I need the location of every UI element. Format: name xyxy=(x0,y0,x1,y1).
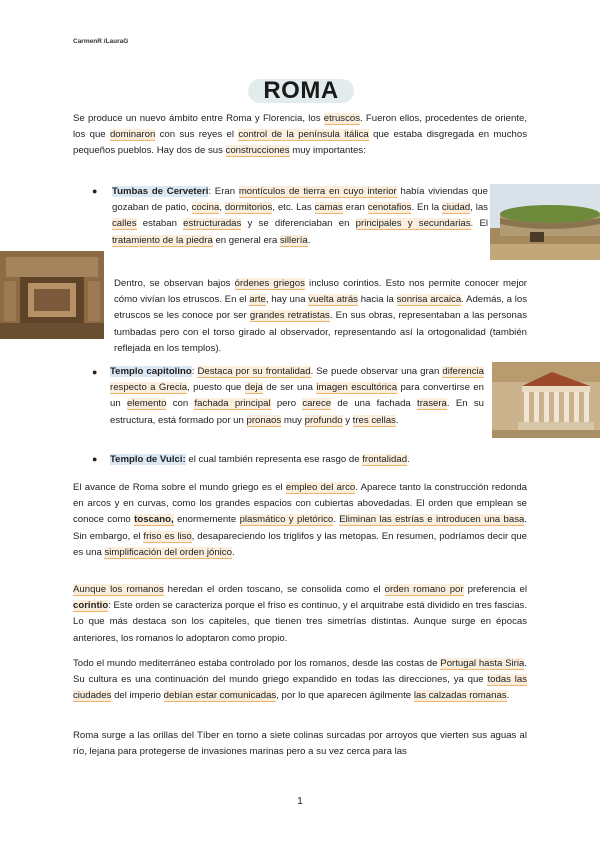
intro-paragraph: Se produce un nuevo ámbito entre Roma y Florencia, los etruscos. Fueron ellos, procedentes de oriente, los que dominaron con sus reyes el control de la península itálica que estaba disgregada en muchos pequeños pueblos. Hay dos de sus construcciones muy importantes: xyxy=(73,113,528,157)
mediterraneo-paragraph: Todo el mundo mediterráneo estaba controlado por los romanos, desde las costas de Portugal hasta Siria. Su cultura es una continuación del mundo griego expandido en todas las direcciones, ya que todas las ciudades del imperio debían estar comunicadas, por lo que aparecen ágilmente las calzadas romanas. xyxy=(73,658,527,702)
tumbas-paragraph: Tumbas de Cerveteri: Eran montículos de tierra en cuyo interior había viviendas que gozaban de patio, cocina, dormitorios, etc. Las camas eran cenotafios. En la ciudad, las calles estaban estructuradas y se diferenciaban en principales y secundarias. El tratamiento de la piedra en general era sillería. xyxy=(112,186,489,246)
aunque-paragraph: Aunque los romanos heredan el orden toscano, se consolida como el orden romano por preferencia el corintio: Este orden se caracteriza porque el friso es continuo, y el arquitrabe está dividido en tres fascias. Lo que más destaca son los capiteles, que tienen tres simetrías distintas. Aunque surge en épocas anteriores, los romanos lo adoptaron como propio. xyxy=(73,584,528,644)
templo-paragraph: Templo capitolino: Destaca por su frontalidad. Se puede observar una gran diferencia respecto a Grecia, puesto que deja de ser una imagen escultórica para convertirse en un elemento con fachada principal pero carece de una fachada trasera. En su estructura, está formado por un pronaos muy profundo y tres cellas. xyxy=(110,366,484,426)
roma-origin-paragraph: Roma surge a las orillas del Tíber en torno a siete colinas surcadas por arroyos que vierten sus aguas al río, lejana para protegerse de invasiones marinas pero a su vez cerca para las xyxy=(73,730,527,758)
title-text: ROMA xyxy=(263,77,339,104)
page-number: 1 xyxy=(297,796,303,807)
bullet-dot: ● xyxy=(92,454,98,464)
bullet-dot: ● xyxy=(92,367,98,377)
author-header: CarmenR /LauraG xyxy=(73,38,129,45)
avance-paragraph: El avance de Roma sobre el mundo griego es el empleo del arco. Aparece tanto la construcción redonda en arcos y en curvas, como los grandes espacios con cubiertas abovedadas. El orden que emplean se conoce como toscano, enormemente plasmático y pletórico. Eliminan las estrías e introducen una basa. Sin embargo, el friso es liso, desapareciendo los triglifos y las metopas. En resumen, podríamos decir que es una simplificación del orden jónico. xyxy=(73,482,528,558)
bullet-dot: ● xyxy=(92,186,98,196)
cerveteri-tumulus-image xyxy=(490,184,600,260)
tomb-interior-image xyxy=(0,251,104,339)
dentro-paragraph: Dentro, se observan bajos órdenes griegos incluso corintios. Esto nos permite conocer mejor cómo vivían los etruscos. En el arte, hay una vuelta atrás hacia la sonrisa arcaica. Además, a los etruscos se les conoce por ser grandes retratistas. En sus obras, representaban a las personas tumbadas pero con el torso girado al observador, representando así la ortogonalidad (también reflejada en los templos). xyxy=(114,278,528,354)
page-title xyxy=(248,78,354,104)
capitoline-temple-image xyxy=(492,362,600,438)
vulci-paragraph: Templo de Vulci: el cual también representa ese rasgo de frontalidad. xyxy=(110,454,410,465)
